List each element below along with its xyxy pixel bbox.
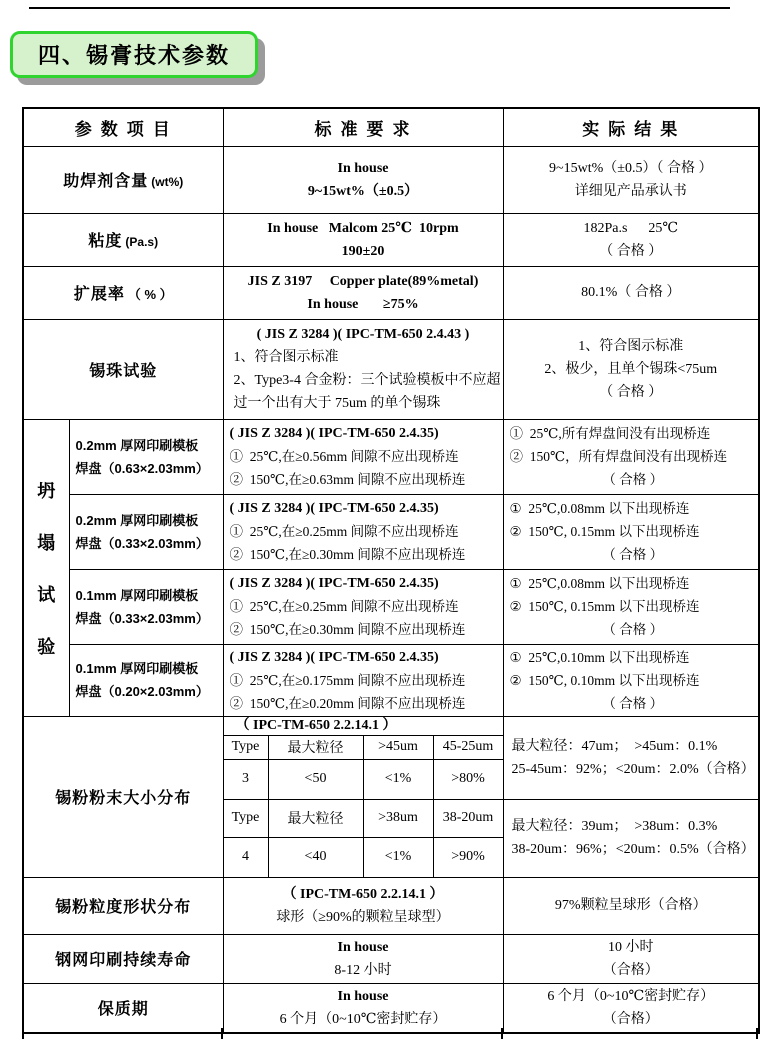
standard-cell-spread bbox=[223, 266, 503, 319]
standard-line: In house ≥75% bbox=[307, 296, 419, 312]
standard-header: （ IPC-TM-650 2.2.14.1 ） bbox=[282, 886, 444, 902]
vertical-char: 坍 bbox=[37, 480, 56, 501]
standard-line: JIS Z 3197 Copper plate(89%metal) bbox=[247, 273, 479, 289]
param-label-shelf-life: 保质期 bbox=[97, 1001, 149, 1019]
pad-line: 焊盘（0.33×2.03mm） bbox=[75, 610, 209, 626]
param-label-powder-size: 锡粉粉末大小分布 bbox=[55, 790, 192, 807]
standard-cell-flux bbox=[223, 146, 503, 213]
result-line: 详细见产品承认书 bbox=[574, 183, 687, 199]
row-flux bbox=[23, 146, 759, 213]
result-line: （ 合格 ） bbox=[602, 695, 664, 711]
result-line: 182Pa.s 25℃ bbox=[583, 220, 679, 236]
standard-line: ① 25℃,在≥0.25mm 间隙不应出现桥连 bbox=[229, 524, 459, 539]
standard-cell-collapse-4 bbox=[223, 644, 503, 716]
param-label-flux: 助焊剂含量 bbox=[63, 173, 149, 190]
param-cell-powder-size bbox=[23, 716, 223, 877]
collapse-stencil-cell-3 bbox=[69, 569, 223, 644]
result-line: ① 25℃,0.08mm 以下出现桥连 bbox=[509, 501, 690, 516]
powder-ipc-header-cell bbox=[223, 716, 503, 735]
border-stub bbox=[22, 1028, 24, 1039]
header-row bbox=[23, 108, 759, 146]
nested-header: 38-20um bbox=[433, 799, 503, 837]
standard-header: ( JIS Z 3284 )( IPC-TM-650 2.4.35) bbox=[229, 426, 439, 441]
stencil-line: 0.2mm 厚网印刷模板 bbox=[75, 437, 199, 453]
standard-line: 1、符合图示标准 bbox=[233, 350, 339, 365]
nested-value: <40 bbox=[268, 837, 363, 877]
standard-line: ② 150℃,在≥0.20mm 间隙不应出现桥连 bbox=[229, 695, 466, 711]
standard-line: ② 150℃,在≥0.63mm 间隙不应出现桥连 bbox=[229, 472, 466, 487]
result-cell-viscosity bbox=[503, 213, 759, 266]
standard-cell-collapse-2 bbox=[223, 494, 503, 569]
section-title: 四、锡膏技术参数 bbox=[37, 43, 230, 68]
row-collapse-3 bbox=[23, 569, 759, 644]
pad-line: 焊盘（0.33×2.03mm） bbox=[75, 535, 209, 551]
collapse-stencil-cell-1 bbox=[69, 419, 223, 494]
result-cell-collapse-4 bbox=[503, 644, 759, 716]
result-line: （ 合格 ） bbox=[602, 547, 664, 562]
table-cut-edge bbox=[22, 1028, 758, 1039]
result-line: （ 合格 ） bbox=[599, 384, 663, 400]
result-line: ② 150℃, 0.15mm 以下出现桥连 bbox=[509, 524, 700, 539]
standard-line: ① 25℃,在≥0.56mm 间隙不应出现桥连 bbox=[229, 449, 459, 464]
row-stencil-life bbox=[23, 934, 759, 983]
standard-header: （ IPC-TM-650 2.2.14.1 ） bbox=[235, 717, 397, 733]
result-line: 80.1%（ 合格 ） bbox=[581, 285, 681, 300]
result-line: 6 个月（0~10℃密封贮存） bbox=[547, 988, 715, 1004]
border-stub bbox=[221, 1028, 223, 1039]
standard-line: 190±20 bbox=[341, 243, 385, 259]
standard-header: ( JIS Z 3284 )( IPC-TM-650 2.4.43 ) bbox=[256, 327, 470, 342]
param-cell-shelf-life bbox=[23, 983, 223, 1033]
result-cell-collapse-1 bbox=[503, 419, 759, 494]
param-cell-stencil-life bbox=[23, 934, 223, 983]
spec-table bbox=[22, 107, 760, 1034]
row-viscosity bbox=[23, 213, 759, 266]
standard-line: 球形（≥90%的颗粒呈球型） bbox=[276, 909, 450, 925]
result-line: ② 150℃, 0.10mm 以下出现桥连 bbox=[509, 672, 700, 688]
vertical-char: 试 bbox=[37, 584, 56, 605]
row-collapse-2 bbox=[23, 494, 759, 569]
param-cell-flux bbox=[23, 146, 223, 213]
standard-line: In house bbox=[337, 160, 389, 176]
top-rule bbox=[29, 7, 730, 9]
pad-line: 焊盘（0.20×2.03mm） bbox=[75, 684, 209, 699]
row-collapse-1 bbox=[23, 419, 759, 494]
nested-header: 最大粒径 bbox=[268, 799, 363, 837]
collapse-vertical-label bbox=[26, 477, 67, 659]
result-cell-collapse-2 bbox=[503, 494, 759, 569]
result-cell-powder-type4 bbox=[503, 799, 759, 877]
row-powder-shape bbox=[23, 877, 759, 934]
result-cell-stencil-life bbox=[503, 934, 759, 983]
param-unit-flux: (wt%) bbox=[151, 175, 184, 189]
param-cell-viscosity bbox=[23, 213, 223, 266]
collapse-stencil-cell-2 bbox=[69, 494, 223, 569]
standard-line: 2、Type3-4 合金粉：三个试验模板中不应超过一个出有大于 75um 的单个锡珠 bbox=[233, 373, 501, 411]
standard-header: ( JIS Z 3284 )( IPC-TM-650 2.4.35) bbox=[229, 501, 439, 516]
row-spread bbox=[23, 266, 759, 319]
param-cell-spread bbox=[23, 266, 223, 319]
param-unit-spread: （ % ） bbox=[127, 287, 173, 302]
standard-cell-powder-shape bbox=[223, 877, 503, 934]
result-line: 25-45um：92%；<20um：2.0%（合格） bbox=[511, 761, 755, 777]
standard-line: ① 25℃,在≥0.25mm 间隙不应出现桥连 bbox=[229, 599, 459, 614]
result-cell-flux bbox=[503, 146, 759, 213]
param-cell-solder-ball bbox=[23, 319, 223, 419]
result-line: ① 25℃,0.10mm 以下出现桥连 bbox=[509, 649, 690, 665]
standard-line: 8-12 小时 bbox=[334, 962, 392, 978]
stencil-line: 0.1mm 厚网印刷模板 bbox=[75, 587, 199, 603]
standard-line: ① 25℃,在≥0.175mm 间隙不应出现桥连 bbox=[229, 672, 466, 688]
nested-value: 4 bbox=[223, 837, 268, 877]
nested-header: 最大粒径 bbox=[268, 735, 363, 759]
result-line: ② 150℃，所有焊盘间没有出现桥连 bbox=[509, 449, 728, 464]
standard-cell-collapse-1 bbox=[223, 419, 503, 494]
nested-value: 3 bbox=[223, 759, 268, 799]
row-shelf-life bbox=[23, 983, 759, 1033]
stencil-line: 0.1mm 厚网印刷模板 bbox=[75, 661, 199, 676]
result-line: 2、极少，且单个锡珠<75um bbox=[544, 361, 718, 377]
nested-value: <50 bbox=[268, 759, 363, 799]
header-standard: 标准要求 bbox=[223, 108, 503, 146]
result-line: 最大粒径：47um； >45um：0.1% bbox=[511, 738, 718, 754]
result-line: （ 合格 ） bbox=[599, 243, 663, 259]
standard-line: 6 个月（0~10℃密封贮存） bbox=[279, 1011, 447, 1027]
result-line: ① 25℃,所有焊盘间没有出现桥连 bbox=[509, 426, 711, 441]
result-line: 97%颗粒呈球形（合格） bbox=[554, 898, 707, 913]
result-cell-spread bbox=[503, 266, 759, 319]
section-title-box bbox=[10, 31, 258, 78]
standard-line: ② 150℃,在≥0.30mm 间隙不应出现桥连 bbox=[229, 622, 466, 637]
collapse-stencil-cell-4 bbox=[69, 644, 223, 716]
result-cell-shelf-life bbox=[503, 983, 759, 1033]
result-line: 9~15wt%（±0.5）（ 合格 ） bbox=[549, 160, 713, 176]
result-line: 1、符合图示标准 bbox=[578, 338, 684, 354]
param-unit-viscosity: (Pa.s) bbox=[125, 235, 159, 249]
vertical-char: 验 bbox=[37, 636, 56, 657]
standard-line: In house bbox=[337, 988, 389, 1004]
standard-cell-stencil-life bbox=[223, 934, 503, 983]
standard-header: ( JIS Z 3284 )( IPC-TM-650 2.4.35) bbox=[229, 649, 439, 665]
vertical-char: 塌 bbox=[37, 532, 56, 553]
nested-header: >45um bbox=[363, 735, 433, 759]
nested-header: 45-25um bbox=[433, 735, 503, 759]
nested-value: <1% bbox=[363, 759, 433, 799]
nested-header: >38um bbox=[363, 799, 433, 837]
result-cell-collapse-3 bbox=[503, 569, 759, 644]
result-line: （合格） bbox=[602, 1011, 659, 1027]
row-collapse-4 bbox=[23, 644, 759, 716]
standard-line: In house bbox=[337, 939, 389, 955]
nested-value: >80% bbox=[433, 759, 503, 799]
standard-cell-shelf-life bbox=[223, 983, 503, 1033]
standard-cell-collapse-3 bbox=[223, 569, 503, 644]
standard-cell-viscosity bbox=[223, 213, 503, 266]
result-cell-powder-type3 bbox=[503, 716, 759, 799]
nested-header: Type bbox=[223, 799, 268, 837]
header-param: 参数项目 bbox=[23, 108, 223, 146]
border-stub bbox=[501, 1028, 503, 1039]
result-line: 38-20um：96%；<20um：0.5%（合格） bbox=[511, 842, 755, 857]
result-line: 最大粒径：39um； >38um：0.3% bbox=[511, 819, 718, 834]
header-result: 实际结果 bbox=[503, 108, 759, 146]
param-label-spread: 扩展率 bbox=[73, 286, 125, 303]
param-label-powder-shape: 锡粉粒度形状分布 bbox=[55, 899, 192, 916]
result-cell-solder-ball bbox=[503, 319, 759, 419]
result-line: （合格） bbox=[602, 962, 659, 978]
standard-line: 9~15wt%（±0.5） bbox=[307, 183, 419, 199]
result-line: ② 150℃, 0.15mm 以下出现桥连 bbox=[509, 599, 700, 614]
pad-line: 焊盘（0.63×2.03mm） bbox=[75, 460, 209, 476]
result-line: ① 25℃,0.08mm 以下出现桥连 bbox=[509, 576, 690, 591]
result-line: （ 合格 ） bbox=[602, 472, 664, 487]
standard-cell-solder-ball bbox=[223, 319, 503, 419]
param-cell-powder-shape bbox=[23, 877, 223, 934]
param-label-stencil-life: 钢网印刷持续寿命 bbox=[55, 952, 192, 969]
result-line: （ 合格 ） bbox=[602, 622, 664, 637]
nested-header: Type bbox=[223, 735, 268, 759]
param-label-viscosity: 粘度 bbox=[88, 233, 123, 250]
param-label-solder-ball: 锡珠试验 bbox=[89, 362, 158, 380]
row-powder-ipc bbox=[23, 716, 759, 735]
row-solder-ball bbox=[23, 319, 759, 419]
border-stub bbox=[756, 1028, 758, 1039]
param-cell-collapse bbox=[23, 419, 69, 716]
result-line: 10 小时 bbox=[608, 939, 654, 955]
nested-value: >90% bbox=[433, 837, 503, 877]
standard-line: In house Malcom 25℃ 10rpm bbox=[267, 220, 459, 236]
standard-header: ( JIS Z 3284 )( IPC-TM-650 2.4.35) bbox=[229, 576, 439, 591]
result-cell-powder-shape bbox=[503, 877, 759, 934]
standard-line: ② 150℃,在≥0.30mm 间隙不应出现桥连 bbox=[229, 547, 466, 562]
nested-value: <1% bbox=[363, 837, 433, 877]
stencil-line: 0.2mm 厚网印刷模板 bbox=[75, 512, 199, 528]
